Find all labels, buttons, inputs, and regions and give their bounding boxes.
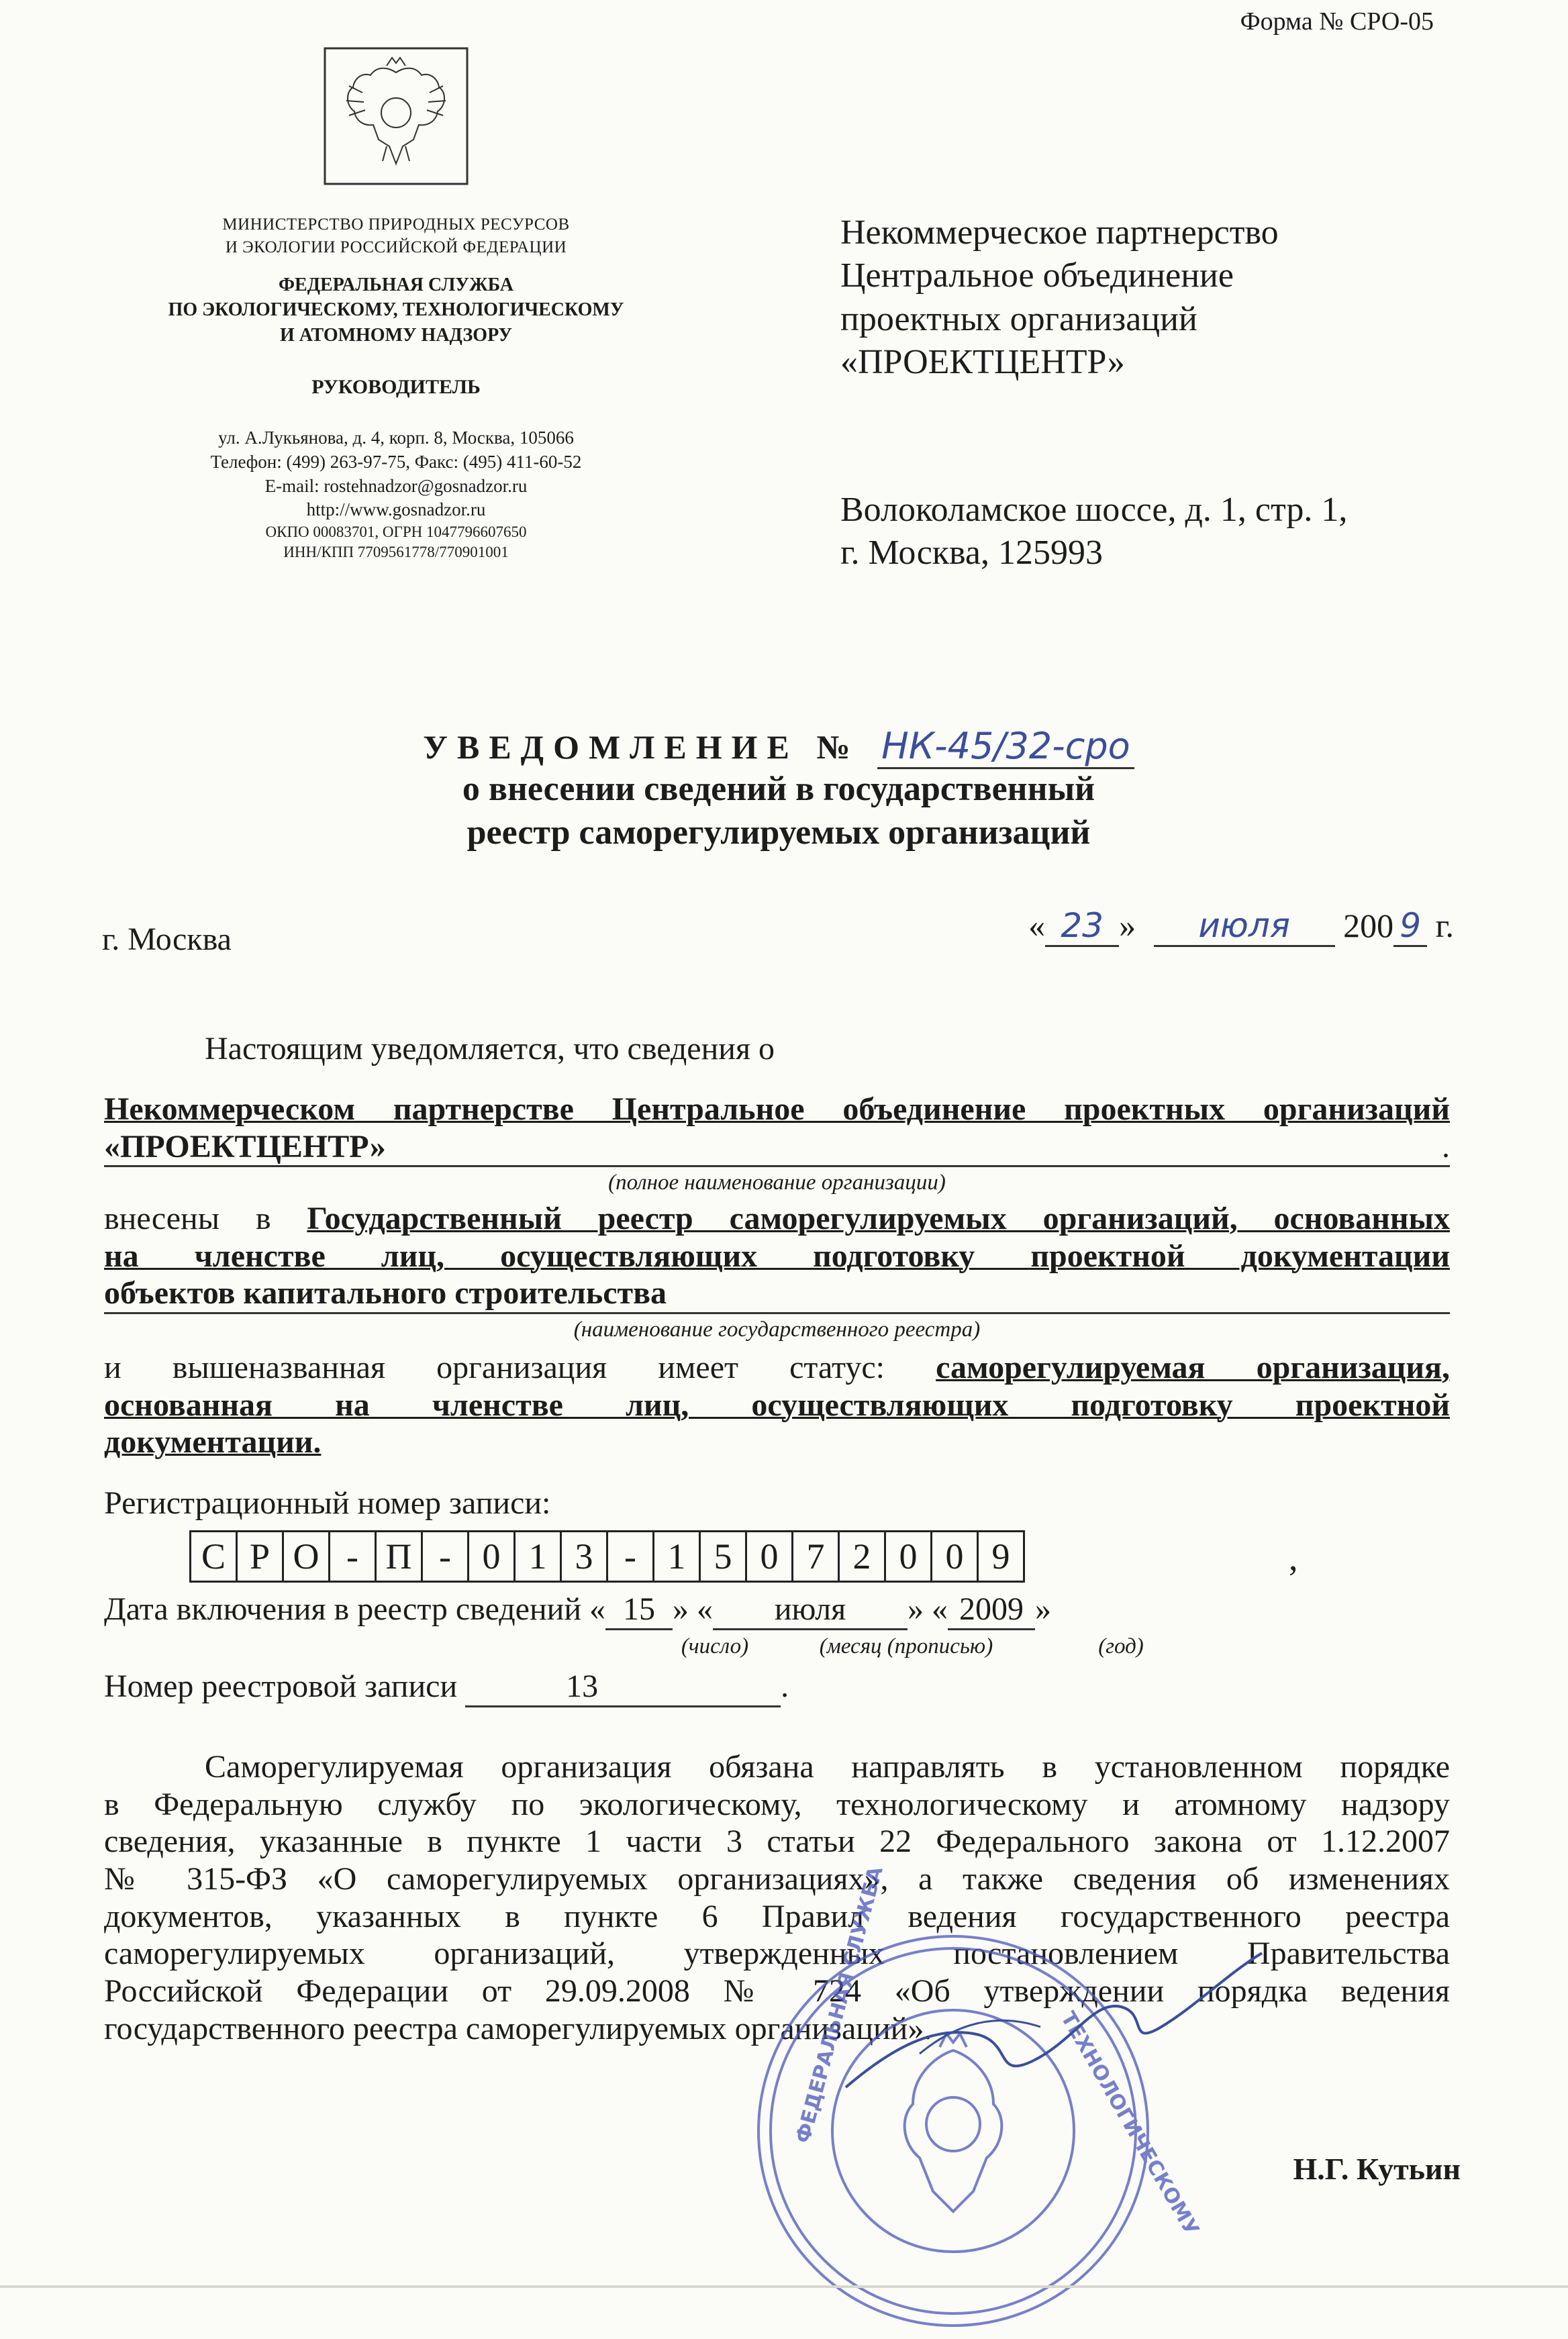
obligation-line8: государственного реестра саморегулируемых организаций». [104,2010,932,2046]
addressee-line4: «ПРОЕКТЦЕНТР» [840,343,1125,382]
inclusion-month: июля [713,1591,908,1630]
registration-cell: - [328,1530,377,1583]
head-title: РУКОВОДИТЕЛЬ [311,375,481,398]
org-line1: Некоммерческом партнерстве Центральное объединение проектных организаций [104,1091,1450,1127]
registration-cell: - [421,1530,469,1583]
status-line1: саморегулируемая организация, [936,1350,1451,1385]
signer-name: Н.Г. Кутьин [1293,2152,1461,2186]
coat-of-arms-icon [322,46,470,187]
org-caption: (полное наименование организации) [608,1171,946,1195]
date-open-quote: « [1028,907,1046,944]
title-no-sign: № [816,728,860,766]
addressee-address2: г. Москва, 125993 [840,534,1103,573]
service-line2: ПО ЭКОЛОГИЧЕСКОМУ, ТЕХНОЛОГИЧЕСКОМУ [168,299,624,321]
ministry-address: ул. А.Лукьянова, д. 4, корп. 8, Москва, 105066 [218,428,574,448]
ministry-line2: И ЭКОЛОГИИ РОССИЙСКОЙ ФЕДЕРАЦИИ [225,238,567,256]
obligation-line4: № 315-ФЗ «О саморегулируемых организациях», а также сведения об изменениях [104,1861,1450,1897]
registration-cell: О [282,1530,330,1583]
inclusion-day-caption: (число) [681,1634,749,1658]
ministry-line1: МИНИСТЕРСТВО ПРИРОДНЫХ РЕСУРСОВ [222,215,570,234]
status-line2: основанная на членстве лиц, осуществляющих подготовку проектной [104,1387,1450,1423]
inclusion-month-caption: (месяц (прописью) [819,1634,993,1658]
registration-cell: 0 [884,1530,932,1583]
registration-cell: 2 [838,1530,886,1583]
registration-cell: 5 [699,1530,747,1583]
signature-icon [839,1946,1269,2101]
service-line1: ФЕДЕРАЛЬНАЯ СЛУЖБА [279,274,513,295]
registration-cell: 0 [930,1530,979,1583]
registration-cell: П [375,1530,423,1583]
ministry-email: E-mail: rostehnadzor@gosnadzor.ru [264,475,528,496]
inclusion-date: Дата включения в реестр сведений « 15 » « июля » « 2009 » [104,1591,1245,1630]
registration-label: Регистрационный номер записи: [104,1485,551,1521]
document-date [1028,906,1454,947]
date-year-prefix: 200 [1343,907,1394,944]
page-edge [0,2285,1568,2288]
ministry-website: http://www.gosnadzor.ru [306,499,486,520]
registration-cell: 7 [791,1530,840,1583]
org-line2: «ПРОЕКТЦЕНТР» [104,1128,386,1164]
addressee-block [840,211,1347,575]
registration-cell: 9 [977,1530,1025,1583]
document-title [362,725,1195,854]
inclusion-year-caption: (год) [1098,1634,1144,1658]
inclusion-label: Дата включения в реестр сведений [104,1591,582,1627]
registry-line2: на членстве лиц, осуществляющих подготовку проектной документации [104,1238,1450,1274]
entered-text: внесены в [104,1201,271,1236]
registry-name [104,1200,1450,1342]
entry-number: Номер реестровой записи 13 . [104,1668,977,1707]
registry-line1: Государственный реестр саморегулируемых организаций, основанных [307,1201,1451,1236]
svg-text:ТЕХНОЛОГИЧЕСКОМУ: ТЕХНОЛОГИЧЕСКОМУ [1056,2007,1204,2240]
date-suffix: г. [1435,907,1454,944]
registration-cell: 1 [513,1530,562,1583]
title-line2: о внесении сведений в государственный [462,770,1095,808]
form-number: Форма № СРО-05 [1240,7,1434,36]
ministry-okpo: ОКПО 00083701, ОГРН 1047796607650 [265,523,527,540]
registration-cell: 0 [467,1530,516,1583]
intro-text: Настоящим уведомляется, что сведения о [205,1031,775,1066]
registration-number-boxes [191,1530,1025,1583]
date-month: июля [1154,906,1335,947]
registration-cell: 0 [745,1530,793,1583]
service-line3: И АТОМНОМУ НАДЗОРУ [279,325,513,346]
addressee-line2: Центральное объединение [840,256,1234,295]
ministry-header [101,213,691,563]
city: г. Москва [102,922,232,957]
notice-number: НК-45/32-сро [877,725,1134,769]
obligation-line6: саморегулируемых организаций, утвержденных постановлением Правительства [104,1936,1450,1972]
status-text [104,1349,1450,1461]
ministry-contacts [101,426,691,562]
registry-caption: (наименование государственного реестра) [573,1317,981,1342]
ministry-phone: Телефон: (499) 263-97-75, Факс: (495) 411-60-52 [210,452,582,472]
status-lead: и вышеназванная организация имеет статус: [104,1350,885,1385]
registration-cell: 1 [652,1530,701,1583]
obligation-line7: Российской Федерации от 29.09.2008 № 724 «Об утверждении порядка ведения [104,1973,1450,2009]
addressee-line1: Некоммерческое партнерство [840,213,1279,252]
organization-name: Некоммерческом партнерстве Центральное объединение проектных организаций «ПРОЕКТЦЕНТР» . (полное наименование организации) [104,1091,1450,1195]
registration-cell: 3 [560,1530,608,1583]
registration-cell: - [606,1530,654,1583]
entry-label: Номер реестровой записи [104,1669,458,1704]
obligation-line3: сведения, указанные в пункте 1 части 3 статьи 22 Федерального закона от 1.12.2007 [104,1824,1450,1860]
obligation-line5: документов, указанных в пункте 6 Правил ведения государственного реестра [104,1898,1450,1934]
date-day: 23 [1045,906,1119,947]
title-line3: реестр саморегулируемых организаций [467,813,1091,852]
status-line3: документации. [104,1424,322,1460]
registration-comma: , [1289,1538,1298,1578]
inclusion-day: 15 [605,1591,673,1630]
title-word: УВЕДОМЛЕНИЕ [423,728,799,766]
addressee-address1: Волоколамское шоссе, д. 1, стр. 1, [840,490,1348,529]
svg-text:ФЕДЕРАЛЬНАЯ СЛУЖБА: ФЕДЕРАЛЬНАЯ СЛУЖБА [791,1864,888,2146]
ministry-inn: ИНН/КПП 7709561778/770901001 [283,544,509,561]
addressee-line3: проектных организаций [840,299,1197,338]
inclusion-year: 2009 [948,1591,1035,1630]
obligation-line2: в Федеральную службу по экологическому, технологическому и атомному надзору [104,1786,1450,1822]
registry-line3: объектов капитального строительства [104,1275,1450,1314]
date-close-quote: » [1119,907,1136,944]
registration-cell: Р [236,1530,284,1583]
date-year-digit: 9 [1393,906,1427,947]
registration-cell: С [189,1530,238,1583]
entry-value: 13 [465,1668,781,1707]
obligation-line1: Саморегулируемая организация обязана направлять в установленном порядке [205,1749,1450,1785]
